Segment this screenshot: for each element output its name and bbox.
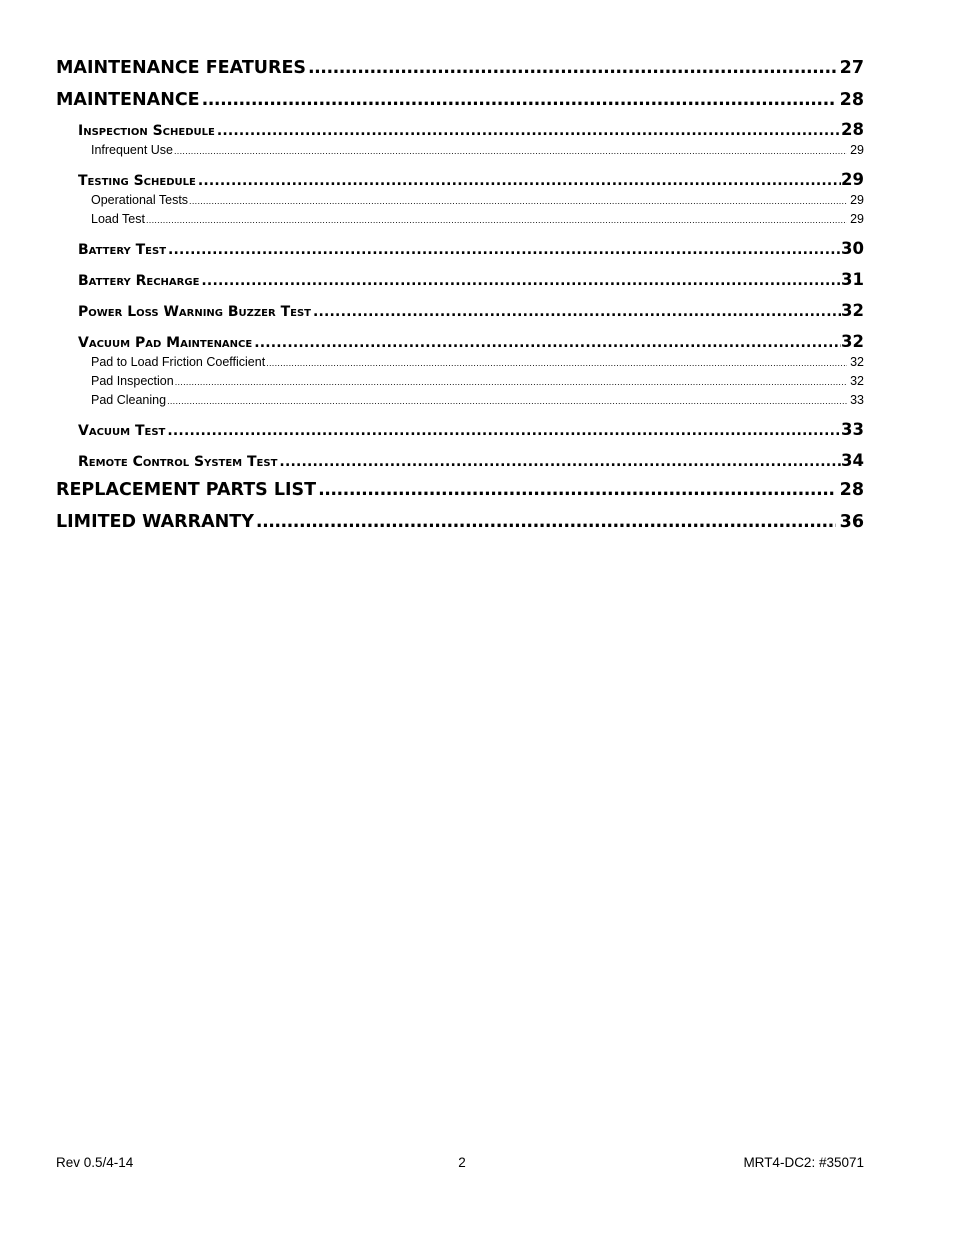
toc-entry-page: 32 bbox=[850, 355, 864, 369]
toc-entry-title: Inspection Schedule bbox=[78, 123, 215, 139]
dot-leader bbox=[165, 421, 841, 441]
toc-entry-page: 28 bbox=[839, 90, 864, 110]
toc-entry-remote-control-test[interactable] bbox=[56, 451, 864, 472]
toc-entry-page: 29 bbox=[841, 170, 864, 189]
dot-leader bbox=[316, 478, 836, 502]
toc-entry-replacement-parts[interactable] bbox=[56, 478, 864, 510]
page-footer bbox=[56, 1155, 864, 1175]
dot-leader bbox=[306, 56, 836, 80]
dot-leader bbox=[200, 88, 836, 112]
dot-leader bbox=[199, 271, 841, 291]
toc-entry-page: 30 bbox=[841, 239, 864, 258]
dot-leader bbox=[173, 142, 847, 160]
toc-entry-title: LIMITED WARRANTY bbox=[56, 512, 254, 532]
dot-leader bbox=[311, 302, 841, 322]
toc-entry-pad-cleaning[interactable] bbox=[56, 391, 864, 410]
toc-entry-page: 29 bbox=[850, 212, 864, 226]
toc-entry-page: 29 bbox=[850, 143, 864, 157]
dot-leader bbox=[166, 392, 847, 410]
toc-entry-page: 33 bbox=[850, 393, 864, 407]
toc-entry-page: 31 bbox=[841, 270, 864, 289]
toc-entry-page: 29 bbox=[850, 193, 864, 207]
page-number: 2 bbox=[458, 1155, 466, 1170]
dot-leader bbox=[215, 121, 841, 141]
toc-entry-title: REPLACEMENT PARTS LIST bbox=[56, 480, 317, 500]
toc-entry-title: Operational Tests bbox=[91, 193, 189, 207]
toc-entry-title: Vacuum Pad Maintenance bbox=[78, 335, 253, 351]
toc-entry-title: Remote Control System Test bbox=[78, 454, 278, 470]
toc-entry-pad-friction[interactable] bbox=[56, 353, 864, 372]
toc-entry-title: Battery Test bbox=[78, 242, 167, 258]
toc-entry-title: Battery Recharge bbox=[78, 273, 200, 289]
toc-entry-operational-tests[interactable] bbox=[56, 191, 864, 210]
toc-entry-page: 33 bbox=[841, 420, 864, 439]
toc-entry-title: Pad Cleaning bbox=[91, 393, 167, 407]
toc-entry-inspection-schedule[interactable] bbox=[56, 120, 864, 141]
toc-entry-page: 27 bbox=[839, 58, 864, 78]
toc-entry-title: Power Loss Warning Buzzer Test bbox=[78, 304, 311, 320]
toc-entry-page: 32 bbox=[841, 332, 864, 351]
toc-entry-page: 32 bbox=[850, 374, 864, 388]
toc-entry-title: Pad Inspection bbox=[91, 374, 174, 388]
toc-entry-page: 28 bbox=[839, 480, 864, 500]
toc-entry-title: Load Test bbox=[91, 212, 145, 226]
revision-label: Rev 0.5/4-14 bbox=[56, 1155, 134, 1170]
dot-leader bbox=[277, 452, 841, 472]
toc-entry-vacuum-test[interactable] bbox=[56, 420, 864, 441]
toc-entry-page: 36 bbox=[839, 512, 864, 532]
toc-entry-load-test[interactable] bbox=[56, 210, 864, 229]
dot-leader bbox=[265, 354, 847, 372]
toc-entry-title: Vacuum Test bbox=[78, 423, 166, 439]
dot-leader bbox=[188, 192, 847, 210]
toc-entry-limited-warranty[interactable] bbox=[56, 510, 864, 542]
toc-entry-battery-recharge[interactable] bbox=[56, 270, 864, 291]
toc-entry-page: 34 bbox=[841, 451, 864, 470]
dot-leader bbox=[166, 240, 841, 260]
toc-entry-title: Pad to Load Friction Coefficient bbox=[91, 355, 266, 369]
toc-entry-title: MAINTENANCE bbox=[56, 90, 200, 110]
toc-entry-maintenance-features[interactable] bbox=[56, 56, 864, 88]
dot-leader bbox=[174, 373, 847, 391]
dot-leader bbox=[254, 510, 836, 534]
toc-entry-testing-schedule[interactable] bbox=[56, 170, 864, 191]
toc-entry-power-loss-buzzer-test[interactable] bbox=[56, 301, 864, 322]
toc-entry-pad-inspection[interactable] bbox=[56, 372, 864, 391]
toc-entry-vacuum-pad-maintenance[interactable] bbox=[56, 332, 864, 353]
document-id: MRT4-DC2: #35071 bbox=[743, 1155, 864, 1170]
toc-entry-maintenance[interactable] bbox=[56, 88, 864, 120]
toc-entry-battery-test[interactable] bbox=[56, 239, 864, 260]
toc-entry-page: 28 bbox=[841, 120, 864, 139]
toc-entry-infrequent-use[interactable] bbox=[56, 141, 864, 160]
toc-entry-title: Testing Schedule bbox=[78, 173, 196, 189]
toc-entry-page: 32 bbox=[841, 301, 864, 320]
table-of-contents bbox=[56, 56, 864, 542]
toc-entry-title: MAINTENANCE FEATURES bbox=[56, 58, 307, 78]
toc-entry-title: Infrequent Use bbox=[91, 143, 173, 157]
dot-leader bbox=[145, 211, 847, 229]
dot-leader bbox=[196, 171, 841, 191]
dot-leader bbox=[252, 333, 841, 353]
